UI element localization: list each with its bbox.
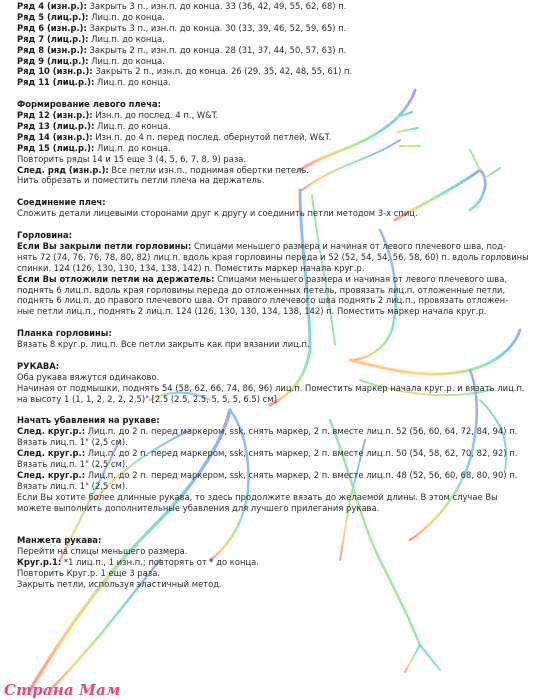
text-line — [17, 437, 533, 448]
bold-label: Формирование левого плеча: — [17, 99, 161, 110]
text-line — [17, 208, 533, 219]
line-text: Лиц.п. до конца. — [94, 77, 171, 88]
bold-label: Планка горловины: — [17, 328, 112, 339]
text-line — [17, 154, 533, 165]
bold-label: Если Вы отложили петли на держатель: — [17, 273, 215, 284]
text-line — [17, 110, 533, 121]
text-line — [17, 34, 533, 45]
bold-label: Ряд 10 (изн.р.): — [17, 66, 93, 77]
bold-label: Ряд 9 (лиц.р.): — [17, 55, 89, 66]
bold-label: След. круг.р.: — [17, 426, 86, 437]
line-text: Начиная от подмышки, поднять 54 (58, 62, 66, 74, 86, 96) лиц.п. Поместить маркер начала круг.р. и вязать лиц.п. — [17, 382, 525, 393]
line-text: Оба рукава вяжутся одинаково. — [17, 371, 160, 382]
line-text: Сложить детали лицевыми сторонами друг к другу и соединить петли методом 3-х спиц. — [17, 208, 418, 219]
text-line — [17, 503, 533, 514]
text-line — [17, 99, 533, 110]
text-line — [17, 394, 533, 405]
text-line — [17, 252, 533, 263]
watermark: Страна Мам — [4, 681, 121, 700]
text-line — [17, 274, 533, 285]
line-text: Лиц.п. до 2 п. перед маркером, ssk, снять маркер, 2 п. вместе лиц.п. 52 (56, 60, 64, 72, 84, 94) п. — [85, 426, 518, 437]
text-line — [17, 66, 533, 77]
line-text: нять 72 (74, 76, 76, 78, 80, 82) лиц.п. вдоль края горловины переда и 52 (52, 54, 54, 56, 58, 60) п. вдоль горловины — [17, 251, 529, 262]
line-text: Закрыть петли, используя эластичный метод. — [17, 578, 222, 589]
blank-line — [17, 514, 533, 525]
line-text: Если Вы хотите более длинные рукава, то здесь продолжите вязать до желаемой длины. В этом случае Вы — [17, 491, 498, 502]
line-text: Вязать лиц.п. 1" (2,5 см). — [17, 480, 128, 491]
text-line — [17, 459, 533, 470]
bold-label: След. ряд (изн.р.): — [17, 164, 109, 175]
line-text: ные петли лиц.п., поднять 2 лиц.п. 124 (126, 130, 130, 134, 138, 142) п. Поместить маркер начала круг.р. — [17, 306, 487, 317]
bold-label: Начать убавления на рукаве: — [17, 415, 160, 426]
text-line — [17, 481, 533, 492]
line-text: Лиц.п. до конца. — [94, 142, 171, 153]
bold-label: Ряд 13 (лиц.р.): — [17, 120, 95, 131]
bold-label: Ряд 7 (лиц.р.): — [17, 33, 89, 44]
text-line — [17, 12, 533, 23]
line-text: Вязать лиц.п. 1" (2,5 см). — [17, 437, 128, 448]
text-line — [17, 579, 533, 590]
text-line — [17, 132, 533, 143]
bold-label: Если Вы закрыли петли горловины: — [17, 240, 192, 251]
line-text: Перейти на спицы меньшего размера. — [17, 546, 188, 557]
bold-label: РУКАВА: — [17, 360, 60, 371]
text-line — [17, 295, 533, 306]
blank-line — [17, 219, 533, 230]
text-line — [17, 197, 533, 208]
bold-label: Ряд 5 (лиц.р.): — [17, 11, 89, 22]
line-text: Спицами меньшего размера и начиная от левого плечевого шва, — [214, 273, 508, 284]
text-line — [17, 285, 533, 296]
text-line — [17, 372, 533, 383]
bold-label: Ряд 14 (изн.р.): — [17, 131, 93, 142]
line-text: Лиц.п. до конца. — [88, 55, 165, 66]
text-line — [17, 339, 533, 350]
line-text: Нить обрезать и поместить петли плеча на держатель. — [17, 175, 265, 186]
line-text: Повторить Круг.р. 1 еще 3 раза. — [17, 568, 161, 578]
bold-label: Ряд 12 (изн.р.): — [17, 110, 93, 121]
line-text: *1 лиц.п., 1 изн.п.; повторять от * до конца. — [61, 557, 259, 568]
bold-label: Круг.р.1: — [17, 557, 62, 568]
text-line — [17, 230, 533, 241]
text-line — [17, 415, 533, 426]
blank-line — [17, 524, 533, 535]
line-text: Изн.п. до 4 п. перед послед. обернутой петлей, W&T. — [92, 131, 332, 142]
text-line — [17, 557, 533, 568]
text-line — [17, 383, 533, 394]
text-line — [17, 23, 533, 34]
text-line — [17, 1, 533, 12]
line-text: Лиц.п. до 2 п. перед маркером, ssk, снять маркер, 2 п. вместе лиц.п. 50 (54, 58, 62, 70, 82, 92) п. — [85, 448, 518, 459]
bold-label: Ряд 8 (изн.р.): — [17, 44, 87, 55]
text-line — [17, 121, 533, 132]
line-text: Лиц.п. до конца. — [94, 120, 171, 131]
bold-label: След. круг.р.: — [17, 469, 86, 480]
text-line — [17, 361, 533, 372]
bold-label: Манжета рукава: — [17, 535, 102, 546]
line-text: Лиц.п. до конца. — [88, 33, 165, 44]
text-line — [17, 568, 533, 579]
line-text: можете выполнить дополнительные убавления для лучшего прилегания рукава. — [17, 502, 380, 513]
line-text: Лиц.п. до 2 п. перед маркером, ssk, снять маркер, 2 п. вместе лиц.п. 48 (52, 56, 60, 68, 80, 90) п. — [85, 469, 518, 480]
text-line — [17, 263, 533, 274]
bold-label: Ряд 15 (лиц.р.): — [17, 142, 95, 153]
line-text: Все петли изн.п., поднимая обертки петель. — [108, 164, 309, 175]
line-text: поднять 6 лиц.п. вдоль края горловины переда до отложенных петель, провязать лиц.п. отложенные петли, — [17, 284, 506, 295]
text-line — [17, 535, 533, 546]
line-text: Закрыть 2 п., изн.п. до конца. 26 (29, 35, 42, 48, 55, 61) п. — [92, 66, 353, 77]
line-text: Закрыть 3 п., изн.п. до конца. 33 (36, 42, 49, 55, 62, 68) п. — [86, 1, 347, 11]
text-line — [17, 470, 533, 481]
bold-label: След. круг.р.: — [17, 448, 86, 459]
text-line — [17, 45, 533, 56]
text-line — [17, 448, 533, 459]
text-line — [17, 546, 533, 557]
bold-label: Горловина: — [17, 229, 72, 240]
line-text: Закрыть 2 п., изн.п. до конца. 28 (31, 37, 44, 50, 57, 63) п. — [86, 44, 347, 55]
text-line — [17, 143, 533, 154]
blank-line — [17, 317, 533, 328]
blank-line — [17, 186, 533, 197]
line-text: Спицами меньшего размера и начиная от левого плечевого шва, под- — [191, 240, 506, 251]
bold-label: Ряд 11 (лиц.р.): — [17, 77, 95, 88]
document-body — [17, 1, 533, 590]
text-line — [17, 175, 533, 186]
bold-label: Соединение плеч: — [17, 197, 106, 208]
line-text: спинки. 124 (126, 130, 130, 134, 138, 142) п. Поместить маркер начала круг.р. — [17, 262, 365, 273]
bold-label: Ряд 4 (изн.р.): — [17, 1, 87, 11]
bold-label: Ряд 6 (изн.р.): — [17, 22, 87, 33]
text-line — [17, 241, 533, 252]
line-text: Вязать лиц.п. 1" (2,5 см). — [17, 458, 128, 469]
text-line — [17, 328, 533, 339]
text-line — [17, 56, 533, 67]
line-text: поднять 6 лиц.п. до правого плечевого шва. От правого плечевого шва поднять 2 лиц.п., провязать отложен- — [17, 295, 509, 306]
blank-line — [17, 404, 533, 415]
line-text: Повторить ряды 14 и 15 еще 3 (4, 5, 6, 7, 8, 9) раза. — [17, 153, 247, 164]
text-line — [17, 77, 533, 88]
blank-line — [17, 350, 533, 361]
line-text: Лиц.п. до конца. — [88, 11, 165, 22]
text-line — [17, 306, 533, 317]
blank-line — [17, 88, 533, 99]
line-text: Изн.п. до послед. 4 п., W&T. — [92, 110, 219, 121]
text-line — [17, 165, 533, 176]
text-line — [17, 492, 533, 503]
line-text: Вязать 8 круг.р. лиц.п. Все петли закрыть как при вязании лиц.п. — [17, 339, 310, 350]
line-text: на высоту 1 (1, 1, 2, 2, 2, 2,5)" [2.5 (2.5, 2.5, 5, 5, 5, 6.5) см] — [17, 393, 277, 404]
text-line — [17, 426, 533, 437]
line-text: Закрыть 3 п., изн.п. до конца. 30 (33, 39, 46, 52, 59, 65) п. — [86, 22, 347, 33]
